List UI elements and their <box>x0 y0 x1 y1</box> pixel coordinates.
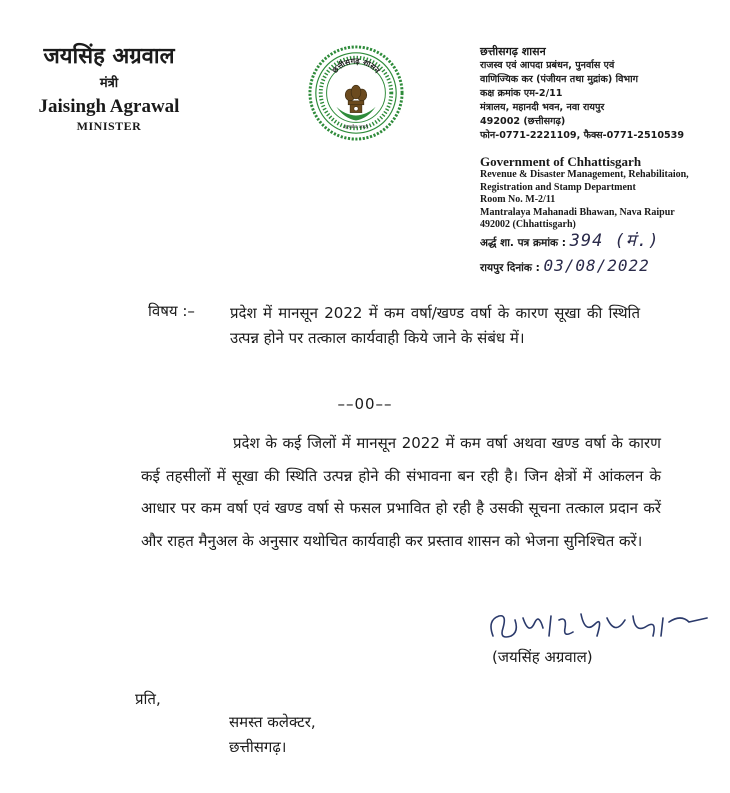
reference-label: अर्द्ध शा. पत्र क्रमांक : <box>480 237 566 249</box>
reference-value: 394 (मं.) <box>569 231 660 251</box>
government-title-english: Government of Chhattisgarh <box>480 154 642 169</box>
emblem-text: छत्तीसगढ़ शासन <box>330 56 382 76</box>
government-line: Mantralaya Mahanadi Bhawan, Nava Raipur <box>480 206 675 218</box>
date-value: 03/08/2022 <box>543 256 650 275</box>
government-line: 492002 (छत्तीसगढ़) <box>480 116 566 127</box>
government-title-hindi: छत्तीसगढ़ शासन <box>480 45 546 58</box>
government-line: राजस्व एवं आपदा प्रबंधन, पुनर्वास एवं <box>480 60 615 71</box>
separator: ––00–– <box>337 395 393 413</box>
government-line: कक्ष क्रमांक एम-2/11 <box>480 88 563 99</box>
government-header-hindi <box>480 44 725 143</box>
government-line: Room No. M-2/11 <box>480 194 556 206</box>
state-emblem-icon <box>307 44 405 142</box>
government-line: मंत्रालय, महानदी भवन, नवा रायपुर <box>480 102 605 113</box>
reference-date <box>480 256 650 275</box>
recipient-line: छत्तीसगढ़। <box>229 738 287 756</box>
signatory-name: (जयसिंह अग्रवाल) <box>492 648 593 666</box>
minister-designation-english: MINISTER <box>76 119 142 133</box>
government-line: 492002 (Chhattisgarh) <box>480 219 576 231</box>
government-line: फोन-0771-2221109, फैक्स-0771-2510539 <box>480 130 685 141</box>
government-header-english <box>480 154 725 232</box>
government-line: Registration and Stamp Department <box>480 181 636 193</box>
minister-name-english: Jaisingh Agrawal <box>38 96 180 117</box>
signature-icon <box>485 606 715 650</box>
svg-text:सत्यमेव जयते: सत्यमेव जयते <box>343 124 369 131</box>
minister-designation-hindi: मंत्री <box>99 76 119 91</box>
body-paragraph: प्रदेश के कई जिलों में मानसून 2022 में कम वर्षा अथवा खण्ड वर्षा के कारण कई तहसीलों में सूखा की स्थिति उत्पन्न होने की संभावना बन रही है। जिन क्षेत्रों में आंकलन के आधार पर कम वर्षा एवं खण्ड वर्षा से फसल प्रभावित हो रही है उसकी सूचना तत्काल प्रदान करें और राहत मैनुअल के अनुसार यथोचित कार्यवाही कर प्रस्ताव शासन को भेजना सुनिश्चित करें। <box>141 434 661 550</box>
reference-number <box>480 228 659 251</box>
date-label: रायपुर दिनांक : <box>480 262 540 274</box>
recipient-line: समस्त कलेक्टर, <box>229 713 316 731</box>
subject-text: प्रदेश में मानसून 2022 में कम वर्षा/खण्ड वर्षा के कारण सूखा की स्थिति उत्पन्न होने पर तत्काल कार्यवाही किये जाने के संबंध में। <box>230 304 640 347</box>
government-line: वाणिज्यिक कर (पंजीयन तथा मुद्रांक) विभाग <box>480 74 639 85</box>
recipient-label: प्रति, <box>135 690 161 708</box>
minister-name-hindi: जयसिंह अग्रवाल <box>43 44 175 69</box>
subject-label: विषय :– <box>148 302 195 320</box>
government-line: Revenue & Disaster Management, Rehabilitaion, <box>480 169 689 180</box>
